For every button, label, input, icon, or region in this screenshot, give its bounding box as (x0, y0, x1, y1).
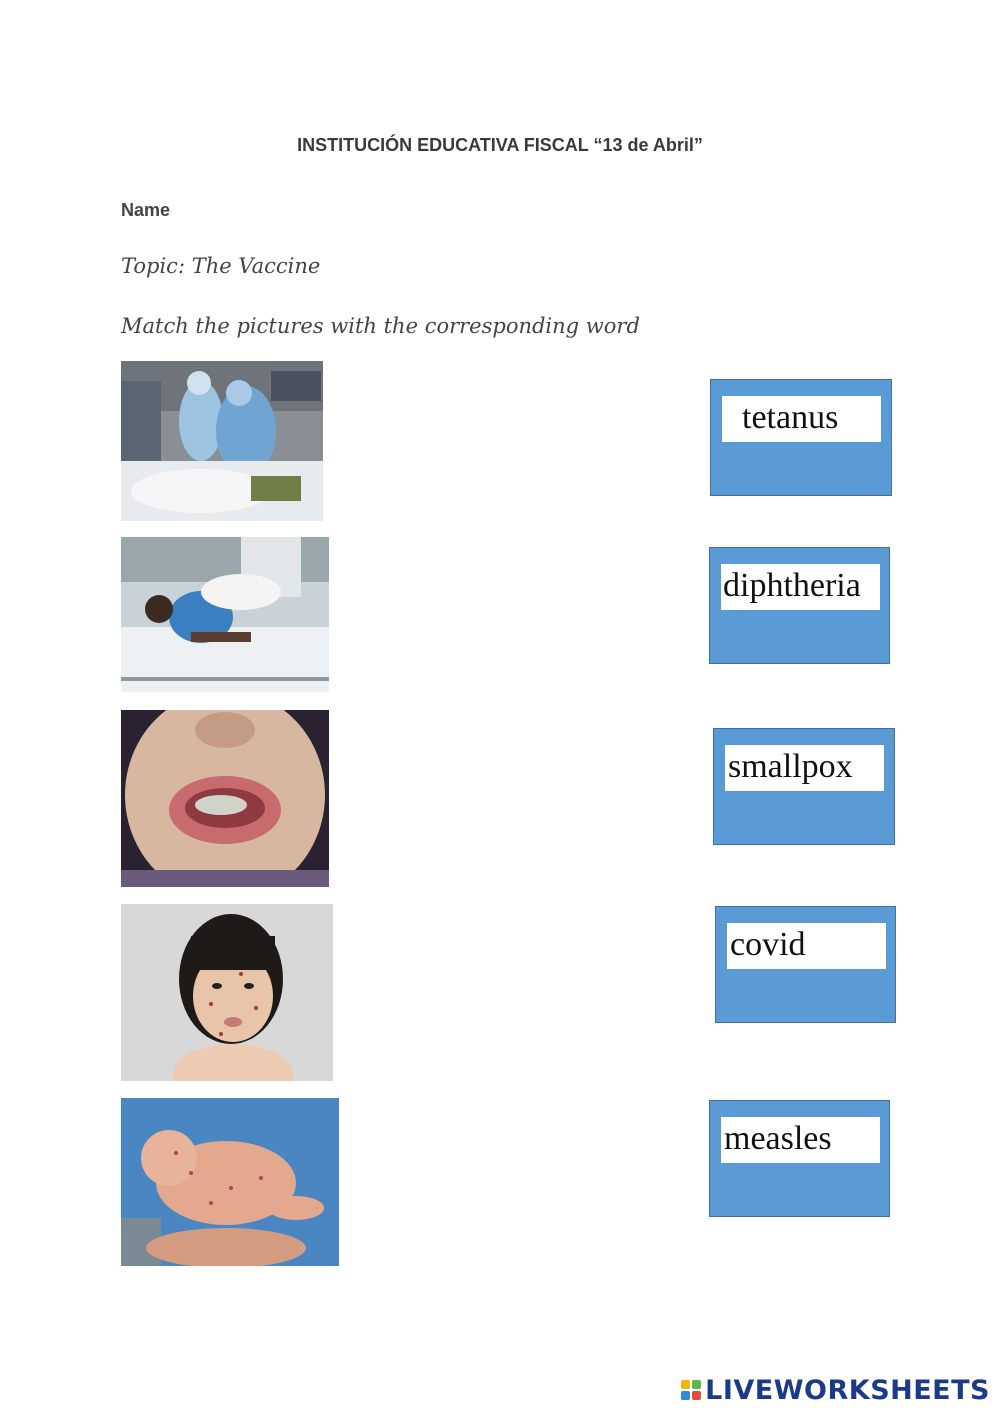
name-label: Name (121, 200, 171, 220)
hospital-bed-patient-photo[interactable] (121, 537, 329, 692)
word-label: covid (727, 923, 886, 969)
word-box-tetanus[interactable] (710, 379, 892, 496)
word-box-diphtheria[interactable] (709, 547, 890, 664)
word-label: tetanus (722, 396, 881, 442)
word-box-covid[interactable] (715, 906, 896, 1023)
word-label: measles (721, 1117, 880, 1163)
baby-with-rash-photo[interactable] (121, 1098, 339, 1266)
word-label: smallpox (725, 745, 884, 791)
open-mouth-photo[interactable] (121, 710, 329, 887)
child-with-spots-photo[interactable] (121, 904, 333, 1081)
instruction-line: Match the pictures with the corresponding word (121, 314, 640, 338)
word-box-smallpox[interactable] (713, 728, 895, 845)
word-label: diphtheria (721, 564, 880, 610)
icu-patient-photo[interactable] (121, 361, 323, 521)
liveworksheets-logo-icon (681, 1380, 701, 1400)
word-box-measles[interactable] (709, 1100, 890, 1217)
school-title: INSTITUCIÓN EDUCATIVA FISCAL “13 de Abril” (297, 135, 703, 155)
liveworksheets-brand[interactable] (681, 1375, 990, 1405)
brand-text: LIVEWORKSHEETS (705, 1374, 990, 1406)
topic-line: Topic: The Vaccine (121, 254, 321, 278)
